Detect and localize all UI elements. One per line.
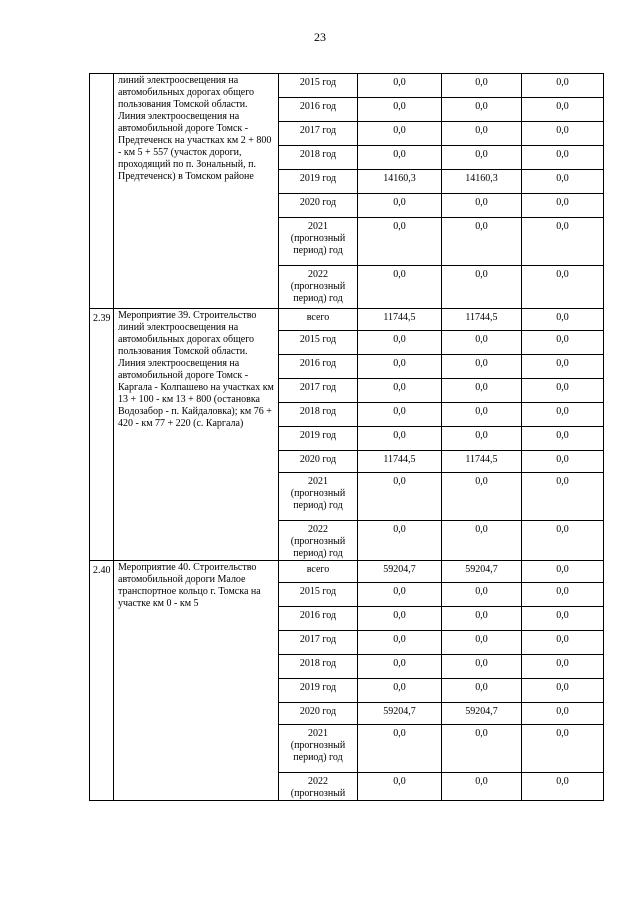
period-cell: 2021 (прогнозный период) год (279, 725, 358, 773)
other-source-cell: 0,0 (522, 146, 604, 170)
total-amount-cell: 0,0 (358, 379, 442, 403)
period-cell: 2015 год (279, 74, 358, 98)
period-cell: всего (279, 561, 358, 583)
other-source-cell: 0,0 (522, 607, 604, 631)
regional-budget-cell: 0,0 (442, 74, 522, 98)
regional-budget-cell: 59204,7 (442, 561, 522, 583)
regional-budget-cell: 59204,7 (442, 703, 522, 725)
regional-budget-cell: 0,0 (442, 631, 522, 655)
other-source-cell: 0,0 (522, 583, 604, 607)
other-source-cell: 0,0 (522, 561, 604, 583)
other-source-cell: 0,0 (522, 655, 604, 679)
total-amount-cell: 0,0 (358, 631, 442, 655)
regional-budget-cell: 14160,3 (442, 170, 522, 194)
total-amount-cell: 0,0 (358, 403, 442, 427)
total-amount-cell: 0,0 (358, 218, 442, 266)
total-amount-cell: 0,0 (358, 773, 442, 801)
period-cell: 2016 год (279, 607, 358, 631)
period-cell: 2019 год (279, 170, 358, 194)
period-cell: всего (279, 309, 358, 331)
measure-description: Мероприятие 39. Строительство линий электроосвещения на автомобильных дорогах общего пользования Томской области. Линия электроосвещения на автомобильной дороге Томск - Каргала - Колпашево на участках км 13 + 100 - км 13 + 800 (остановка Водозабор - п. Кайдаловка); км 76 + 420 - км 77 + 220 (с. Каргала) (114, 309, 279, 561)
total-amount-cell: 0,0 (358, 355, 442, 379)
regional-budget-cell: 0,0 (442, 266, 522, 309)
other-source-cell: 0,0 (522, 309, 604, 331)
regional-budget-cell: 0,0 (442, 218, 522, 266)
measure-number: 2.39 (90, 309, 114, 561)
other-source-cell: 0,0 (522, 679, 604, 703)
period-cell: 2020 год (279, 194, 358, 218)
other-source-cell: 0,0 (522, 521, 604, 561)
regional-budget-cell: 0,0 (442, 725, 522, 773)
total-amount-cell: 0,0 (358, 583, 442, 607)
total-amount-cell: 0,0 (358, 607, 442, 631)
regional-budget-cell: 0,0 (442, 403, 522, 427)
regional-budget-cell: 11744,5 (442, 451, 522, 473)
total-amount-cell: 0,0 (358, 725, 442, 773)
period-cell: 2020 год (279, 703, 358, 725)
total-amount-cell: 0,0 (358, 331, 442, 355)
other-source-cell: 0,0 (522, 725, 604, 773)
table-row (90, 309, 604, 331)
total-amount-cell: 0,0 (358, 98, 442, 122)
other-source-cell: 0,0 (522, 773, 604, 801)
regional-budget-cell: 0,0 (442, 122, 522, 146)
period-cell: 2016 год (279, 355, 358, 379)
other-source-cell: 0,0 (522, 473, 604, 521)
regional-budget-cell: 0,0 (442, 583, 522, 607)
total-amount-cell: 0,0 (358, 655, 442, 679)
total-amount-cell: 0,0 (358, 521, 442, 561)
total-amount-cell: 0,0 (358, 146, 442, 170)
other-source-cell: 0,0 (522, 218, 604, 266)
regional-budget-cell: 0,0 (442, 427, 522, 451)
table-row (90, 74, 604, 98)
measure-number (90, 74, 114, 309)
table-row (90, 561, 604, 583)
measure-number: 2.40 (90, 561, 114, 801)
budget-table (89, 73, 604, 801)
period-cell: 2015 год (279, 583, 358, 607)
regional-budget-cell: 0,0 (442, 331, 522, 355)
other-source-cell: 0,0 (522, 266, 604, 309)
other-source-cell: 0,0 (522, 427, 604, 451)
total-amount-cell: 11744,5 (358, 309, 442, 331)
period-cell: 2018 год (279, 146, 358, 170)
regional-budget-cell: 0,0 (442, 655, 522, 679)
period-cell: 2017 год (279, 122, 358, 146)
other-source-cell: 0,0 (522, 74, 604, 98)
regional-budget-cell: 0,0 (442, 773, 522, 801)
regional-budget-cell: 0,0 (442, 194, 522, 218)
other-source-cell: 0,0 (522, 331, 604, 355)
period-cell: 2015 год (279, 331, 358, 355)
regional-budget-cell: 0,0 (442, 521, 522, 561)
total-amount-cell: 59204,7 (358, 703, 442, 725)
total-amount-cell: 59204,7 (358, 561, 442, 583)
other-source-cell: 0,0 (522, 379, 604, 403)
period-cell: 2018 год (279, 403, 358, 427)
period-cell: 2022 (прогнозный период) год (279, 266, 358, 309)
regional-budget-cell: 0,0 (442, 607, 522, 631)
regional-budget-cell: 0,0 (442, 473, 522, 521)
other-source-cell: 0,0 (522, 122, 604, 146)
period-cell: 2017 год (279, 631, 358, 655)
period-cell: 2019 год (279, 427, 358, 451)
other-source-cell: 0,0 (522, 451, 604, 473)
period-cell: 2022 (прогнозный период) год (279, 521, 358, 561)
regional-budget-cell: 11744,5 (442, 309, 522, 331)
other-source-cell: 0,0 (522, 194, 604, 218)
period-cell: 2020 год (279, 451, 358, 473)
regional-budget-cell: 0,0 (442, 679, 522, 703)
page-number: 23 (314, 30, 326, 44)
regional-budget-cell: 0,0 (442, 146, 522, 170)
regional-budget-cell: 0,0 (442, 98, 522, 122)
other-source-cell: 0,0 (522, 703, 604, 725)
regional-budget-cell: 0,0 (442, 379, 522, 403)
other-source-cell: 0,0 (522, 403, 604, 427)
period-cell: 2017 год (279, 379, 358, 403)
total-amount-cell: 0,0 (358, 74, 442, 98)
total-amount-cell: 14160,3 (358, 170, 442, 194)
regional-budget-cell: 0,0 (442, 355, 522, 379)
period-cell: 2021 (прогнозный период) год (279, 218, 358, 266)
total-amount-cell: 0,0 (358, 266, 442, 309)
period-cell: 2022 (прогнозный (279, 773, 358, 801)
other-source-cell: 0,0 (522, 631, 604, 655)
total-amount-cell: 0,0 (358, 427, 442, 451)
total-amount-cell: 0,0 (358, 194, 442, 218)
total-amount-cell: 0,0 (358, 679, 442, 703)
total-amount-cell: 0,0 (358, 473, 442, 521)
other-source-cell: 0,0 (522, 98, 604, 122)
measure-description: Мероприятие 40. Строительство автомобильной дороги Малое транспортное кольцо г. Томска на участке км 0 - км 5 (114, 561, 279, 801)
measure-description: линий электроосвещения на автомобильных дорогах общего пользования Томской области. Линия электроосвещения на автомобильной дороге Томск - Предтеченск на участках км 2 + 800 - км 5 + 557 (участок дороги, проходящий по п. Зональный, п. Предтеченск) в Томском районе (114, 74, 279, 309)
period-cell: 2019 год (279, 679, 358, 703)
period-cell: 2016 год (279, 98, 358, 122)
other-source-cell: 0,0 (522, 170, 604, 194)
period-cell: 2018 год (279, 655, 358, 679)
period-cell: 2021 (прогнозный период) год (279, 473, 358, 521)
total-amount-cell: 11744,5 (358, 451, 442, 473)
other-source-cell: 0,0 (522, 355, 604, 379)
total-amount-cell: 0,0 (358, 122, 442, 146)
